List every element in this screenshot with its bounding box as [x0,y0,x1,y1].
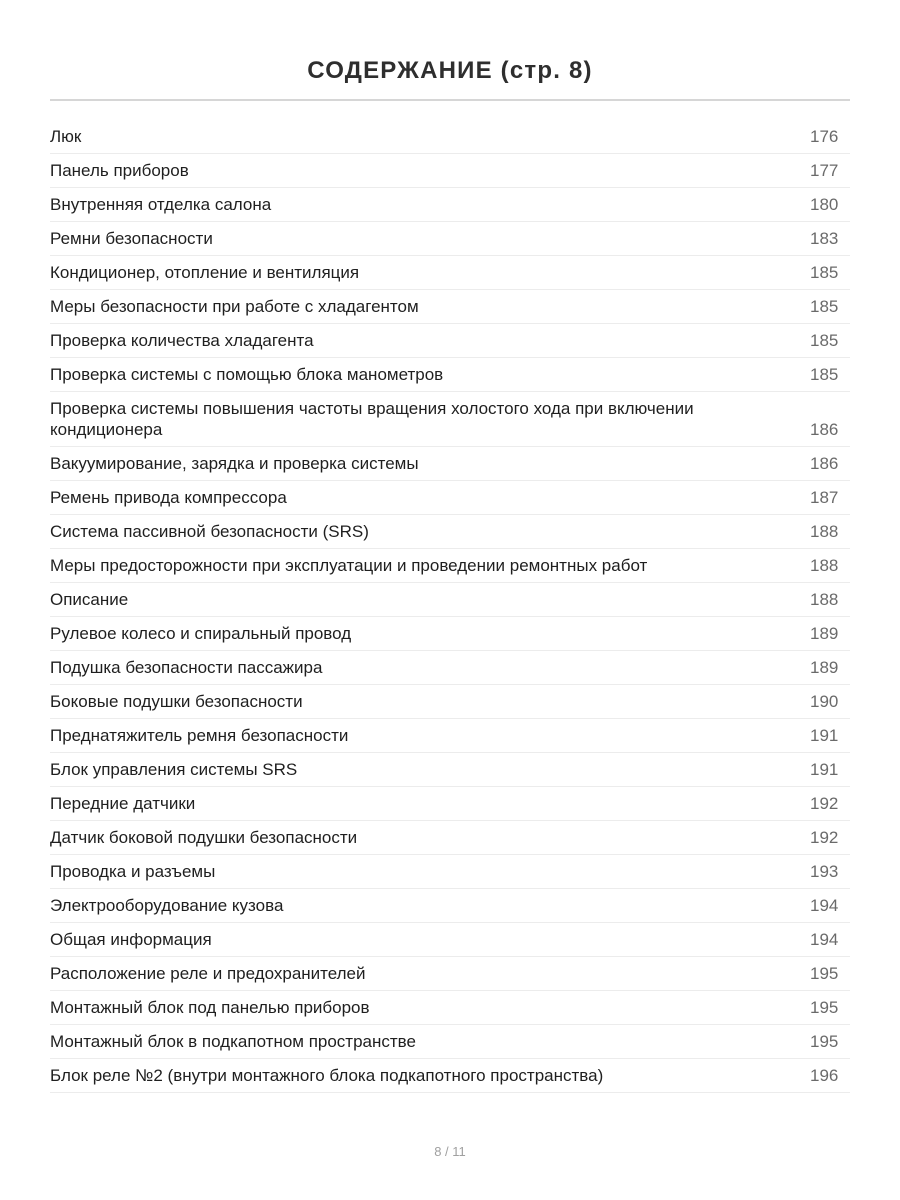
toc-entry-label: Проверка количества хладагента [50,331,314,350]
toc-entry-page-number: 194 [810,896,839,915]
toc-entry-label: Боковые подушки безопасности [50,692,303,711]
toc-entry-page-number: 194 [810,930,839,949]
page-indicator: 8 / 11 [434,1144,466,1159]
toc-entry-label: Описание [50,590,129,609]
toc-entry-label: Расположение реле и предохранителей [50,964,366,983]
toc-entry-page-number: 192 [810,794,839,813]
toc-entry-label: Передние датчики [50,794,196,813]
toc-entry-label: Блок реле №2 (внутри монтажного блока подкапотного пространства) [50,1066,604,1085]
toc-entry[interactable] [50,256,850,290]
toc-entry[interactable] [50,481,850,515]
toc-entry-label: Проверка системы повышения частоты вращения холостого хода при включении кондиционера [50,399,694,439]
toc-entry[interactable] [50,549,850,583]
toc-entry[interactable] [50,583,850,617]
toc-entry[interactable] [50,515,850,549]
toc-entry-label: Внутренняя отделка салона [50,195,272,214]
toc-entry-label: Ремень привода компрессора [50,488,287,507]
toc-entry-label: Электрооборудование кузова [50,896,284,915]
toc-entry-label: Вакуумирование, зарядка и проверка системы [50,454,419,473]
toc-entry-label: Меры предосторожности при эксплуатации и проведении ремонтных работ [50,556,648,575]
toc-list [50,120,850,1093]
toc-entry[interactable] [50,392,850,447]
toc-entry[interactable] [50,1025,850,1059]
toc-entry[interactable] [50,719,850,753]
toc-entry-page-number: 188 [810,590,839,609]
toc-entry[interactable] [50,154,850,188]
toc-entry-page-number: 186 [810,454,839,473]
toc-entry-page-number: 195 [810,964,839,983]
toc-entry-page-number: 180 [810,195,839,214]
toc-entry[interactable] [50,358,850,392]
toc-entry[interactable] [50,855,850,889]
toc-entry[interactable] [50,651,850,685]
toc-entry-page-number: 177 [810,161,839,180]
toc-entry-page-number: 185 [810,263,839,282]
toc-entry-page-number: 176 [810,127,839,146]
title-divider [50,99,850,101]
page-title: СОДЕРЖАНИЕ (стр. 8) [307,57,593,85]
toc-entry-page-number: 188 [810,522,839,541]
toc-entry-label: Монтажный блок под панелью приборов [50,998,370,1017]
toc-entry-label: Подушка безопасности пассажира [50,658,323,677]
toc-entry[interactable] [50,617,850,651]
toc-entry-page-number: 195 [810,998,839,1017]
toc-entry[interactable] [50,685,850,719]
toc-entry-page-number: 192 [810,828,839,847]
toc-entry-page-number: 183 [810,229,839,248]
toc-entry-label: Кондиционер, отопление и вентиляция [50,263,360,282]
toc-entry-label: Люк [50,127,82,146]
toc-entry-page-number: 185 [810,365,839,384]
toc-entry-page-number: 191 [810,726,839,745]
toc-entry-page-number: 196 [810,1066,839,1085]
toc-entry[interactable] [50,787,850,821]
toc-entry-page-number: 185 [810,331,839,350]
toc-entry[interactable] [50,821,850,855]
toc-entry[interactable] [50,120,850,154]
toc-entry-label: Общая информация [50,930,212,949]
toc-entry-label: Меры безопасности при работе с хладагентом [50,297,419,316]
toc-entry-page-number: 193 [810,862,839,881]
toc-entry[interactable] [50,290,850,324]
toc-entry[interactable] [50,188,850,222]
toc-entry[interactable] [50,957,850,991]
toc-entry-label: Ремни безопасности [50,229,213,248]
toc-entry-page-number: 187 [810,488,839,507]
toc-entry-page-number: 191 [810,760,839,779]
toc-entry-label: Проверка системы с помощью блока манометров [50,365,444,384]
toc-entry-page-number: 188 [810,556,839,575]
toc-entry[interactable] [50,991,850,1025]
toc-entry-label: Проводка и разъемы [50,862,216,881]
toc-entry-page-number: 185 [810,297,839,316]
toc-entry[interactable] [50,923,850,957]
toc-entry[interactable] [50,753,850,787]
toc-entry-label: Система пассивной безопасности (SRS) [50,522,369,541]
toc-entry[interactable] [50,1059,850,1093]
toc-entry-page-number: 186 [810,420,839,439]
toc-entry-page-number: 189 [810,658,839,677]
toc-entry-label: Рулевое колесо и спиральный провод [50,624,352,643]
toc-entry-label: Датчик боковой подушки безопасности [50,828,358,847]
toc-entry-label: Блок управления системы SRS [50,760,298,779]
toc-entry-page-number: 195 [810,1032,839,1051]
toc-entry-label: Панель приборов [50,161,189,180]
toc-entry[interactable] [50,889,850,923]
toc-entry-page-number: 189 [810,624,839,643]
toc-entry-label: Монтажный блок в подкапотном пространстве [50,1032,416,1051]
toc-entry[interactable] [50,222,850,256]
toc-entry[interactable] [50,324,850,358]
toc-entry-label: Преднатяжитель ремня безопасности [50,726,349,745]
toc-entry[interactable] [50,447,850,481]
toc-entry-page-number: 190 [810,692,839,711]
